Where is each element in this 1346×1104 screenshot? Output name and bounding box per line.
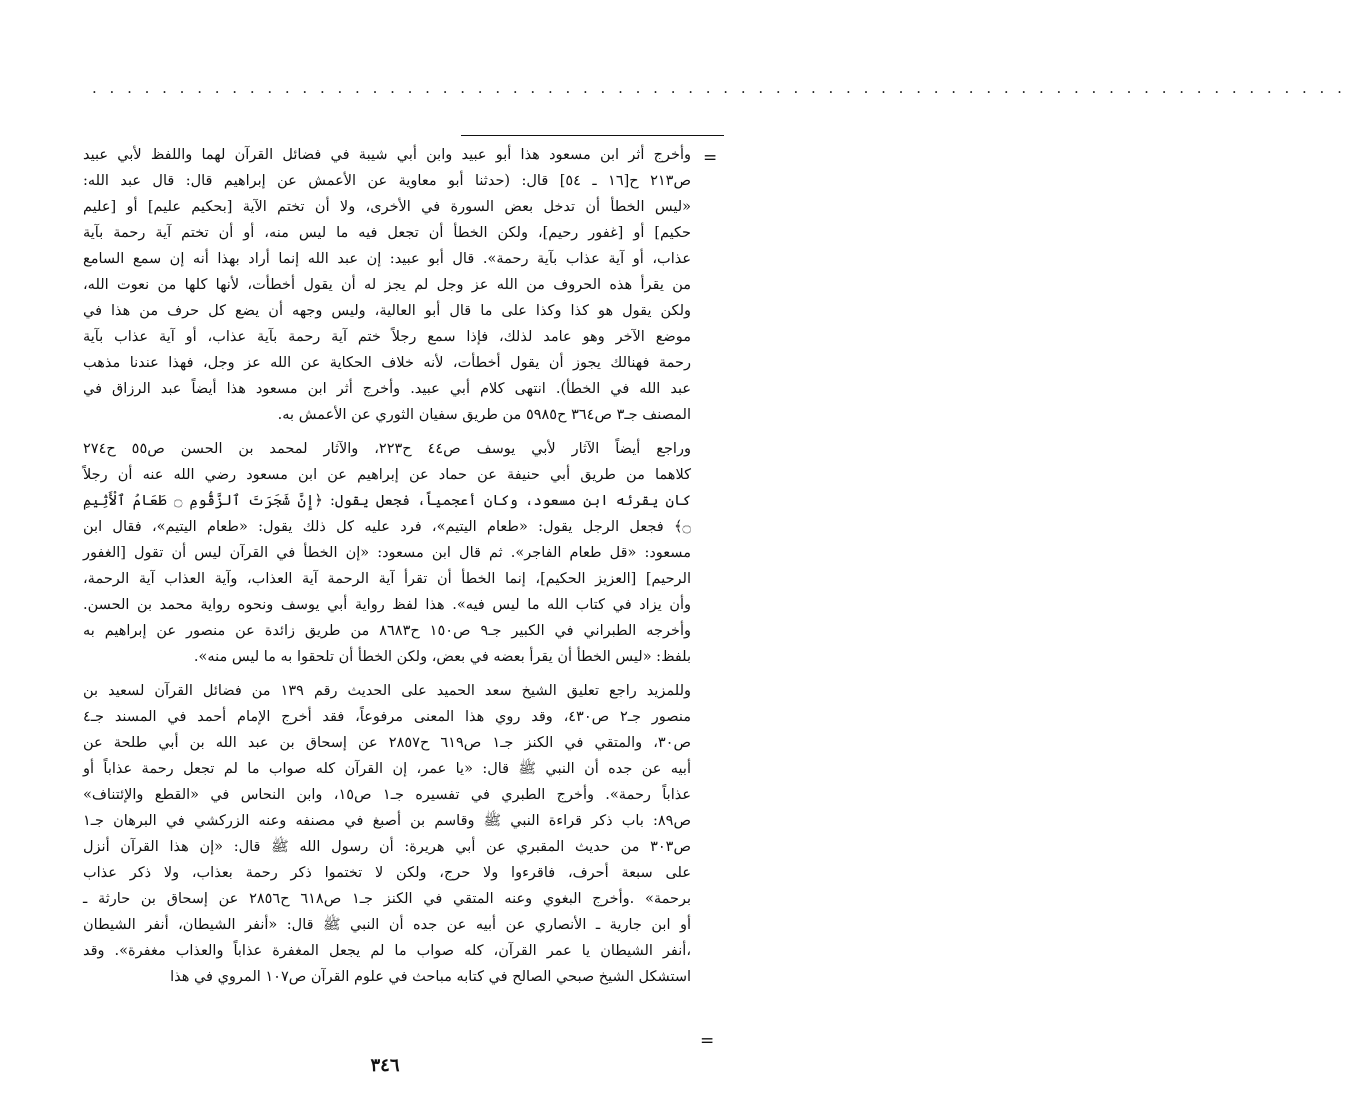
footnote-text-body: [83, 142, 691, 990]
text-line: كان يقرئه ابن مسعود، وكان أعجمياً، فجعل يقول: ﴿إِنَّ شَجَرَتَ ٱلزَّقُّومِ ۝ طَعَامُ ٱلْأَثِيمِ: [83, 493, 691, 509]
text-line: برحمة» .وأخرج البغوي وعنه المتقي في الكنز جـ١ ص٦١٨ ح٢٨٥٦ عن إسحاق بن حارثة ـ: [83, 891, 691, 907]
footnote-separator-rule: [461, 135, 724, 136]
text-line: وأن يزاد في كتاب الله ما ليس فيه». هذا لفظ رواية أبي يوسف ونحوه رواية محمد بن الحسن.: [83, 597, 691, 613]
text-line: ص٣٠٣ من حديث المقبري عن أبي هريرة: أن رسول الله ﷺ قال: «إن هذا القرآن أنزل: [83, 839, 691, 855]
footnote-paragraph: [83, 678, 691, 990]
text-line: وللمزيد راجع تعليق الشيخ سعد الحميد على الحديث رقم ١٣٩ من فضائل القرآن لسعيد بن: [83, 683, 691, 699]
footnote-continues-mark: =: [700, 1031, 715, 1051]
text-line: الرحيم] [العزيز الحكيم]، إنما الخطأ أن تقرأ آية الرحمة آية العذاب، وآية العذاب آية الرحمة،: [83, 571, 691, 587]
text-line: أبيه عن جده أن النبي ﷺ قال: «يا عمر، إن القرآن كله صواب ما لم تجعل رحمة عذاباً أو: [83, 761, 691, 777]
text-line: مسعود: «قل طعام الفاجر». ثم قال ابن مسعود: «إن الخطأ في القرآن ليس أن تقول [الغفور: [83, 545, 691, 561]
header-dotted-separator: . . . . . . . . . . . . . . . . . . . . . . . . . . . . . . . . . . . . . . . . . . . . . . . . . . . . . . . . . . . . . . . . . . . . . . . .: [92, 79, 1346, 97]
text-line: ولكن يقول هو كذا وكذا على ما قال أبو العالية، وليس وجهه أن يضع كل حرف من هذا في: [83, 303, 691, 319]
text-line: وأخرجه الطبراني في الكبير جـ٩ ص١٥٠ ح٨٦٨٣ من طريق زائدة عن منصور عن إبراهيم به: [83, 623, 691, 639]
paragraph-gap: [83, 428, 691, 436]
text-line: المصنف جـ٣ ص٣٦٤ ح٥٩٨٥ من طريق سفيان الثوري عن الأعمش به.: [277, 407, 691, 423]
text-line: أو ابن جارية ـ الأنصاري عن أبيه عن جده أن النبي ﷺ قال: «أنفر الشيطان، أنفر الشيطان: [83, 917, 691, 933]
text-line: وأخرج أثر ابن مسعود هذا أبو عبيد وابن أبي شيبة في فضائل القرآن لهما واللفظ لأبي عبيد: [83, 147, 691, 163]
footnote-paragraph: [83, 142, 691, 428]
text-line: عذاباً رحمة». وأخرج الطبري في تفسيره جـ١ ص١٥، وابن النحاس في «القطع والإئتناف»: [83, 787, 691, 803]
text-line: «ليس الخطأ أن تدخل بعض السورة في الأخرى، ولا أن تختم الآية [بحكيم عليم] أو [عليم: [83, 199, 691, 215]
text-line: حكيم] أو [غفور رحيم]، ولكن الخطأ أن تجعل فيه ما ليس منه، أو أن تختم آية رحمة بآية: [83, 225, 691, 241]
text-line: كلاهما من طريق أبي حنيفة عن حماد عن إبراهيم عن ابن مسعود رضي الله عنه أن رجلاً: [83, 467, 691, 483]
text-line: من يقرأ هذه الحروف من الله عز وجل لم يجز له أن يقول أخطأت، لأنها كلها من نعوت الله،: [83, 277, 691, 293]
text-line: ص٨٩: باب ذكر قراءة النبي ﷺ وقاسم بن أصبغ في مصنفه وعنه الزركشي في البرهان جـ١: [83, 813, 691, 829]
footnote-paragraph: [83, 436, 691, 670]
text-line: عذاب، أو آية عذاب بآية رحمة». قال أبو عبيد: إن عبد الله إنما أراد بهذا أنه إن سمع السامع: [83, 251, 691, 267]
footnote-continuation-mark: =: [703, 148, 718, 168]
text-line: ۝﴾ فجعل الرجل يقول: «طعام اليتيم»، فرد عليه كل ذلك يقول: «طعام اليتيم»، فقال ابن: [83, 519, 691, 535]
text-line: استشكل الشيخ صبحي الصالح في كتابه مباحث في علوم القرآن ص١٠٧ المروي في هذا: [170, 969, 691, 985]
text-line: ،أنفر الشيطان يا عمر القرآن، كله صواب ما لم يجعل المغفرة عذاباً والعذاب مغفرة». وقد: [83, 943, 691, 959]
paragraph-gap: [83, 670, 691, 678]
text-line: وراجع أيضاً الآثار لأبي يوسف ص٤٤ ح٢٢٣، والآثار لمحمد بن الحسن ص٥٥ ح٢٧٤: [83, 441, 691, 457]
text-line: موضع الآخر وهو عامد لذلك، فإذا سمع رجلاً ختم آية رحمة بآية عذاب، أو آية عذاب بآية: [83, 329, 691, 345]
text-line: بلفظ: «ليس الخطأ أن يقرأ بعضه في بعض، ولكن الخطأ أن تلحقوا به ما ليس منه».: [193, 649, 691, 665]
text-line: ص٢١٣ ح[١٦ ـ ٥٤] قال: (حدثنا أبو معاوية عن الأعمش عن إبراهيم قال: قال عبد الله:: [83, 173, 691, 189]
text-line: على سبعة أحرف، فاقرءوا ولا حرج، ولكن لا تختموا ذكر رحمة بعذاب، ولا ذكر عذاب: [83, 865, 691, 881]
text-line: ص٣٠، والمتقي في الكنز جـ١ ص٦١٩ ح٢٨٥٧ عن إسحاق بن عبد الله بن أبي طلحة عن: [83, 735, 691, 751]
text-line: عبد الله في الخطأ). انتهى كلام أبي عبيد. وأخرج أثر ابن مسعود هذا أيضاً عبد الرزاق في: [83, 381, 691, 397]
page-number: ٣٤٦: [370, 1055, 400, 1076]
text-line: رحمة فهنالك يجوز أن يقول أخطأت، لأنه خلاف الحكاية عن الله عز وجل، فهذا عندنا مذهب: [83, 355, 691, 371]
text-line: منصور جـ٢ ص٤٣٠، وقد روي هذا المعنى مرفوعاً، فقد أخرج الإمام أحمد في المسند جـ٤: [83, 709, 691, 725]
